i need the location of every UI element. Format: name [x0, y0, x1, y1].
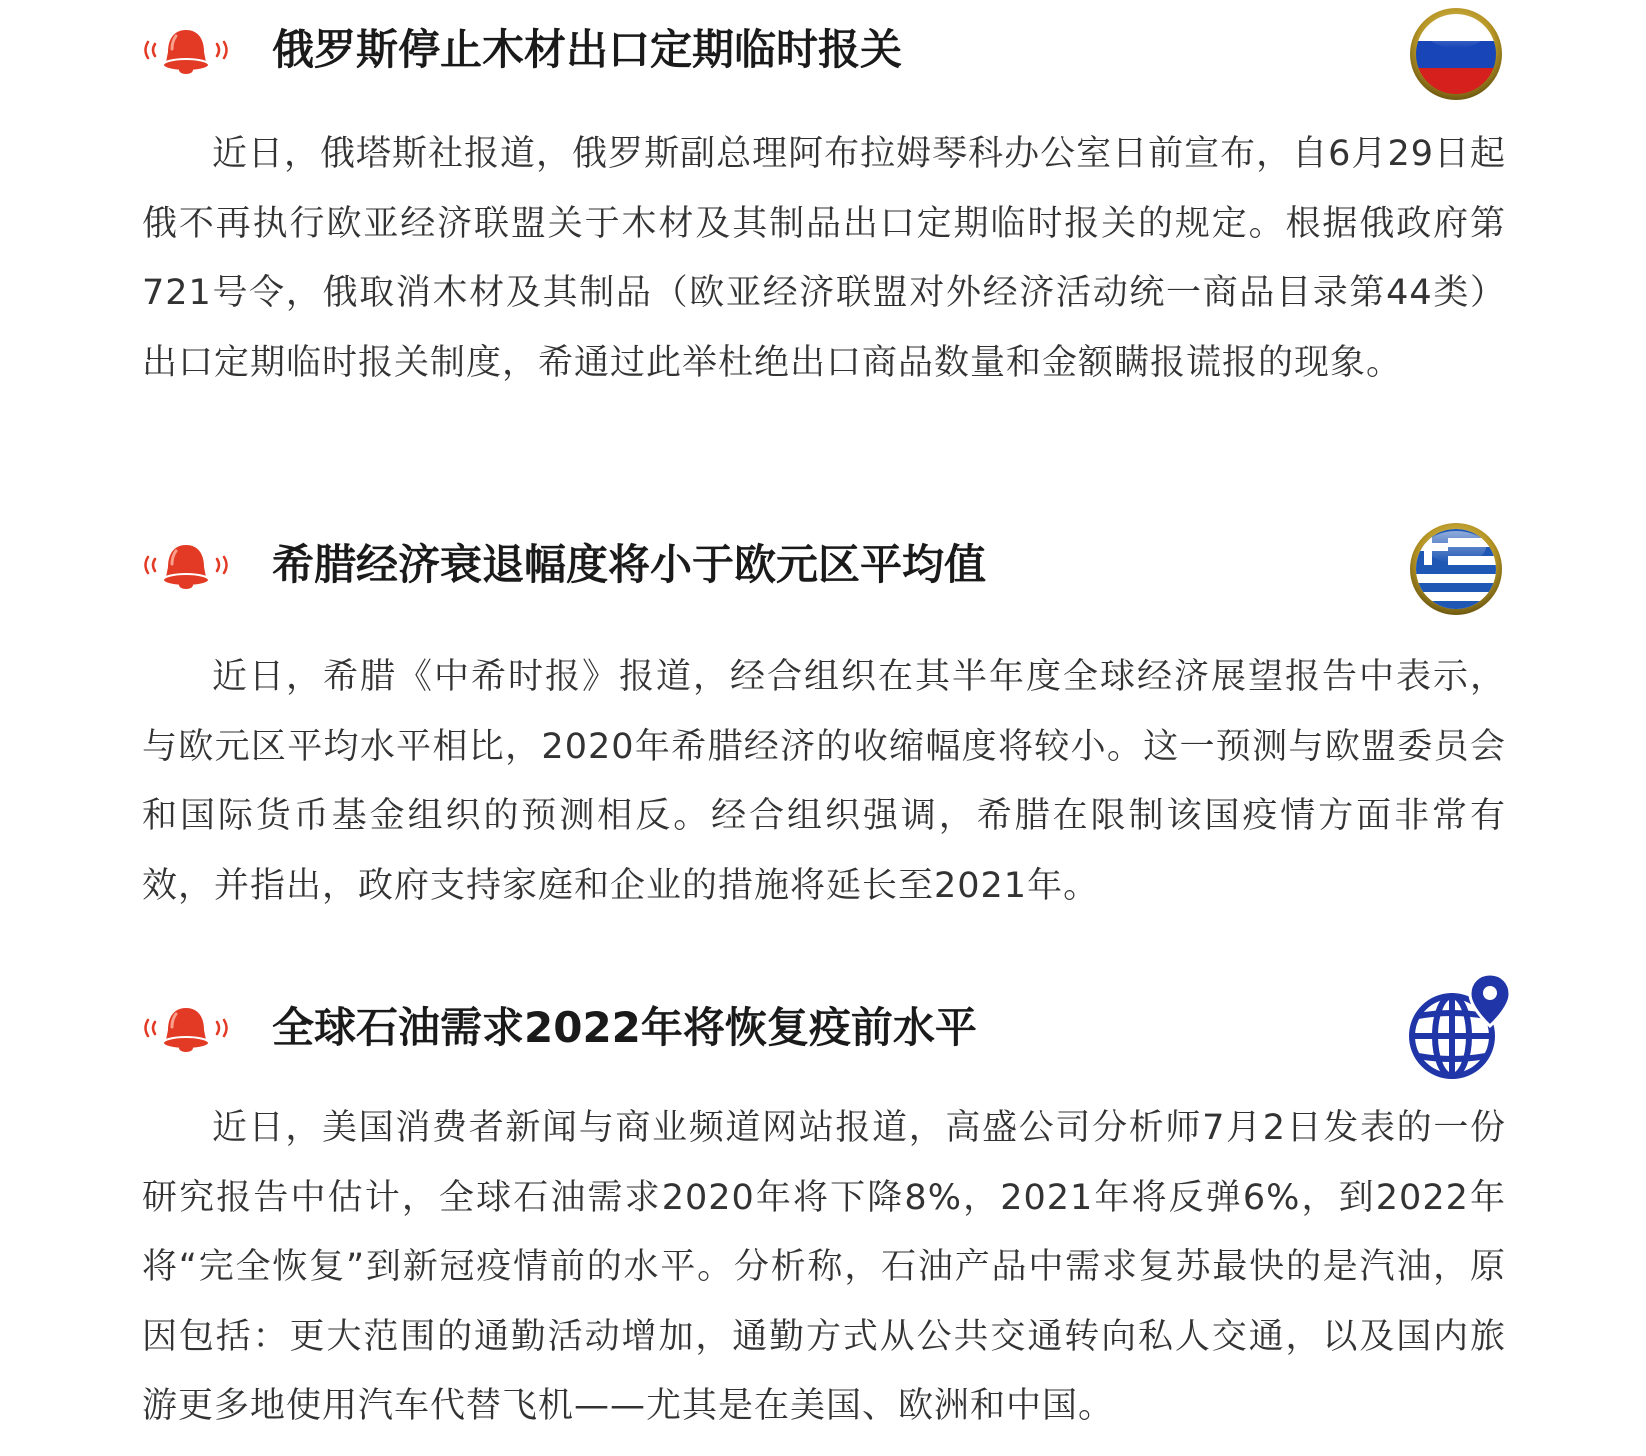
article-title: 俄罗斯停止木材出口定期临时报关	[272, 25, 903, 74]
article-body: 近日，美国消费者新闻与商业频道网站报道，高盛公司分析师7月2日发表的一份研究报告中估计，全球石油需求2020年将下降8%，2021年将反弹6%，到2022年将“完全恢复”到新冠疫情前的水平。分析称，石油产品中需求复苏最快的是汽油，原因包括：更大范围的通勤活动增加，通勤方式从公共交通转向私人交通，以及国内旅游更多地使用汽车代替飞机——尤其是在美国、欧洲和中国。	[142, 1108, 1506, 1426]
article-title: 全球石油需求2022年将恢复疫前水平	[272, 1003, 977, 1052]
article-body: 近日，希腊《中希时报》报道，经合组织在其半年度全球经济展望报告中表示，与欧元区平均水平相比，2020年希腊经济的收缩幅度将较小。这一预测与欧盟委员会和国际货币基金组织的预测相反。经合组织强调，希腊在限制该国疫情方面非常有效，并指出，政府支持家庭和企业的措施将延长至2021年。	[142, 657, 1506, 906]
russia-flag-icon	[1408, 6, 1504, 102]
alarm-bell-icon	[138, 1002, 234, 1054]
alarm-bell-icon	[138, 539, 234, 591]
alarm-bell-icon	[138, 24, 234, 76]
article-body: 近日，俄塔斯社报道，俄罗斯副总理阿布拉姆琴科办公室日前宣布，自6月29日起俄不再执行欧亚经济联盟关于木材及其制品出口定期临时报关的规定。根据俄政府第721号令，俄取消木材及其制品（欧亚经济联盟对外经济活动统一商品目录第44类）出口定期临时报关制度，希通过此举杜绝出口商品数量和金额瞒报谎报的现象。	[142, 134, 1506, 383]
globe-location-icon	[1406, 970, 1510, 1082]
greece-flag-icon	[1408, 521, 1504, 617]
article-title: 希腊经济衰退幅度将小于欧元区平均值	[272, 540, 987, 589]
